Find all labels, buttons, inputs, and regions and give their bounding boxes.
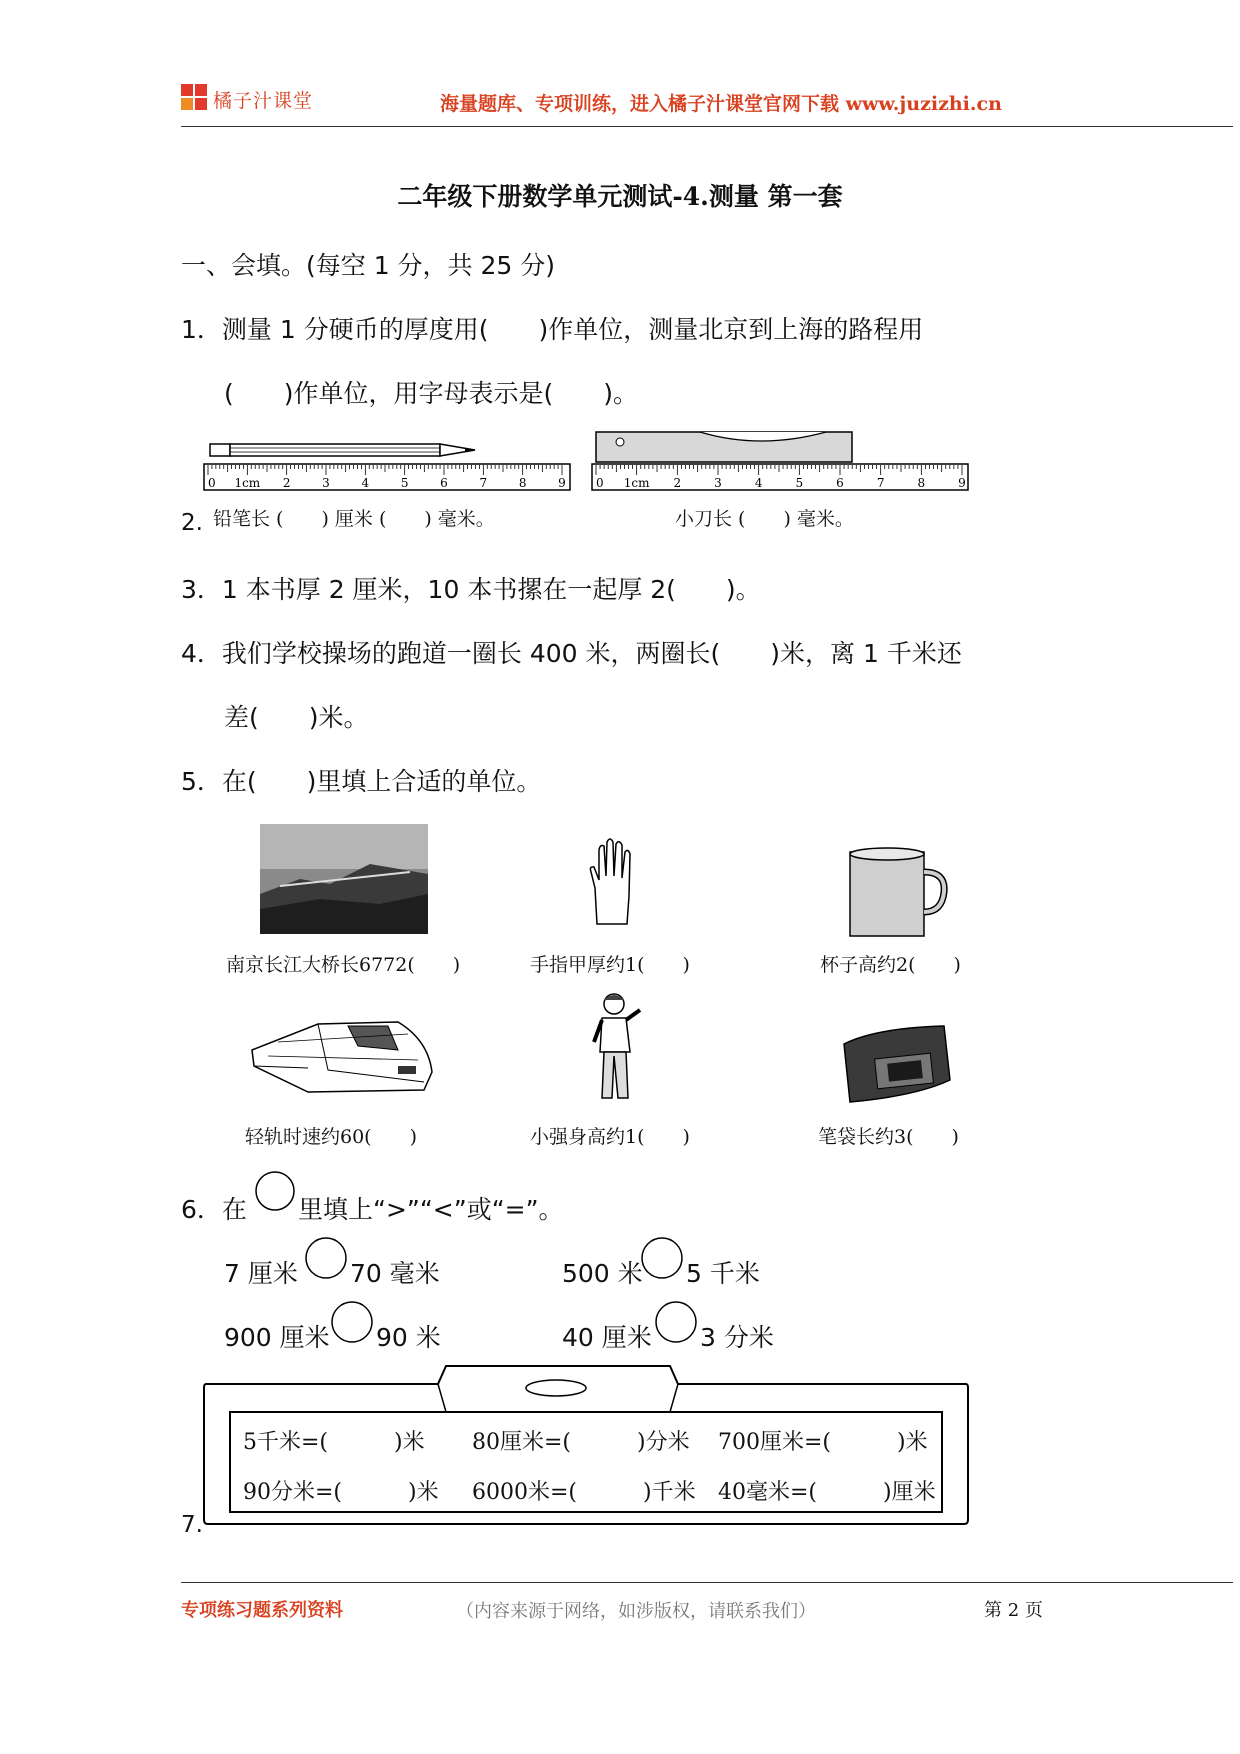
compare-circle-icon[interactable] bbox=[654, 1300, 698, 1344]
pencil-case-icon bbox=[836, 1022, 954, 1106]
q5-item-pencilcase: 笔袋长约3( ) bbox=[818, 1126, 959, 1148]
ruler-label: 2 bbox=[282, 476, 291, 490]
q6-pair-2-left: 500 米 bbox=[562, 1259, 643, 1288]
mug-icon bbox=[846, 846, 950, 938]
q5-item-height: 小强身高约1( ) bbox=[530, 1126, 690, 1148]
ruler-label: 6 bbox=[440, 476, 448, 490]
ruler-label: 7 bbox=[479, 476, 488, 490]
ruler-label: 1cm bbox=[234, 476, 261, 490]
q5-item-train: 轻轨时速约60( ) bbox=[245, 1126, 418, 1148]
ruler-label: 4 bbox=[754, 476, 763, 490]
header-divider bbox=[181, 126, 1233, 127]
ruler-label: 0 bbox=[596, 476, 604, 490]
knife-length-text: 小刀长 ( ) 毫米。 bbox=[675, 508, 854, 530]
q5-item-cup: 杯子高约2( ) bbox=[820, 954, 961, 976]
section-heading: 一、会填。(每空 1 分，共 25 分) bbox=[181, 251, 556, 280]
compare-circle-icon[interactable] bbox=[330, 1300, 374, 1344]
q6-pair-4-left: 40 厘米 bbox=[562, 1323, 652, 1352]
question-4-line-1: 4．我们学校操场的跑道一圈长 400 米，两圈长( )米，离 1 千米还 bbox=[181, 639, 962, 668]
question-4-line-2: 差( )米。 bbox=[224, 703, 369, 732]
ruler-label: 4 bbox=[361, 476, 370, 490]
bridge-photo bbox=[260, 824, 428, 934]
knife-icon bbox=[596, 432, 852, 462]
ruler-label: 7 bbox=[876, 476, 885, 490]
hand-icon bbox=[585, 836, 645, 928]
question-1-line-1: 1．测量 1 分硬币的厚度用( )作单位，测量北京到上海的路程用 bbox=[181, 315, 924, 344]
question-7-number: 7. bbox=[181, 1512, 203, 1538]
ruler-label: 8 bbox=[917, 476, 926, 490]
page-title: 二年级下册数学单元测试-4.测量 第一套 bbox=[397, 182, 843, 211]
boy-icon bbox=[590, 990, 646, 1104]
ruler-label: 9 bbox=[958, 476, 966, 490]
train-icon bbox=[248, 1010, 436, 1102]
ruler-label: 9 bbox=[558, 476, 566, 490]
q7-item-5: 6000米=( )千米 bbox=[472, 1480, 696, 1505]
question-6-stem-b: 里填上“>”“<”或“=”。 bbox=[298, 1195, 564, 1224]
compare-circle-icon[interactable] bbox=[304, 1236, 348, 1280]
ruler-label: 5 bbox=[400, 476, 409, 490]
question-6-stem-a: 6．在 bbox=[181, 1195, 247, 1224]
ruler-label: 5 bbox=[795, 476, 804, 490]
ruler-label: 1cm bbox=[623, 476, 650, 490]
pencil-icon bbox=[210, 444, 475, 456]
footer-disclaimer: （内容来源于网络，如涉版权，请联系我们） bbox=[456, 1601, 816, 1622]
ruler-label: 2 bbox=[673, 476, 682, 490]
question-5-stem: 5．在( )里填上合适的单位。 bbox=[181, 767, 542, 796]
q7-item-6: 40毫米=( )厘米 bbox=[718, 1480, 936, 1505]
header-slogan: 海量题库、专项训练，进入橘子汁课堂官网下载 www.juzizhi.cn bbox=[440, 93, 1002, 115]
q6-pair-1-left: 7 厘米 bbox=[224, 1259, 298, 1288]
footer-series: 专项练习题系列资料 bbox=[181, 1600, 343, 1621]
compare-circle-icon[interactable] bbox=[640, 1236, 684, 1280]
pencil-length-text: 铅笔长 ( ) 厘米 ( ) 毫米。 bbox=[213, 508, 495, 530]
q7-item-4: 90分米=( )米 bbox=[243, 1480, 439, 1505]
knife-ruler-figure bbox=[590, 428, 972, 496]
ruler-label: 6 bbox=[836, 476, 844, 490]
question-2-number: 2. bbox=[181, 510, 203, 536]
q6-pair-1-right: 70 毫米 bbox=[350, 1259, 440, 1288]
ruler-label: 3 bbox=[322, 476, 330, 490]
logo-icon bbox=[181, 84, 209, 114]
ruler-label: 3 bbox=[714, 476, 722, 490]
q6-pair-2-right: 5 千米 bbox=[686, 1259, 760, 1288]
q5-item-bridge: 南京长江大桥长6772( ) bbox=[226, 954, 461, 976]
brand-logo bbox=[181, 84, 321, 118]
q7-item-3: 700厘米=( )米 bbox=[718, 1430, 928, 1455]
pencil-ruler-figure bbox=[200, 428, 580, 496]
ruler-label: 8 bbox=[518, 476, 527, 490]
ruler-label: 0 bbox=[208, 476, 216, 490]
question-3: 3．1 本书厚 2 厘米，10 本书摞在一起厚 2( )。 bbox=[181, 575, 761, 604]
q6-pair-3-right: 90 米 bbox=[376, 1323, 441, 1352]
q7-item-2: 80厘米=( )分米 bbox=[472, 1430, 690, 1455]
compare-circle-icon bbox=[254, 1170, 296, 1212]
q6-pair-4-right: 3 分米 bbox=[700, 1323, 774, 1352]
q5-item-fingernail: 手指甲厚约1( ) bbox=[530, 954, 690, 976]
q6-pair-3-left: 900 厘米 bbox=[224, 1323, 330, 1352]
q7-item-1: 5千米=( )米 bbox=[243, 1430, 425, 1455]
question-1-line-2: ( )作单位，用字母表示是( )。 bbox=[224, 379, 639, 408]
footer-divider bbox=[181, 1582, 1233, 1583]
logo-text: 橘子汁课堂 bbox=[213, 90, 314, 112]
page-number: 第 2 页 bbox=[984, 1600, 1043, 1621]
